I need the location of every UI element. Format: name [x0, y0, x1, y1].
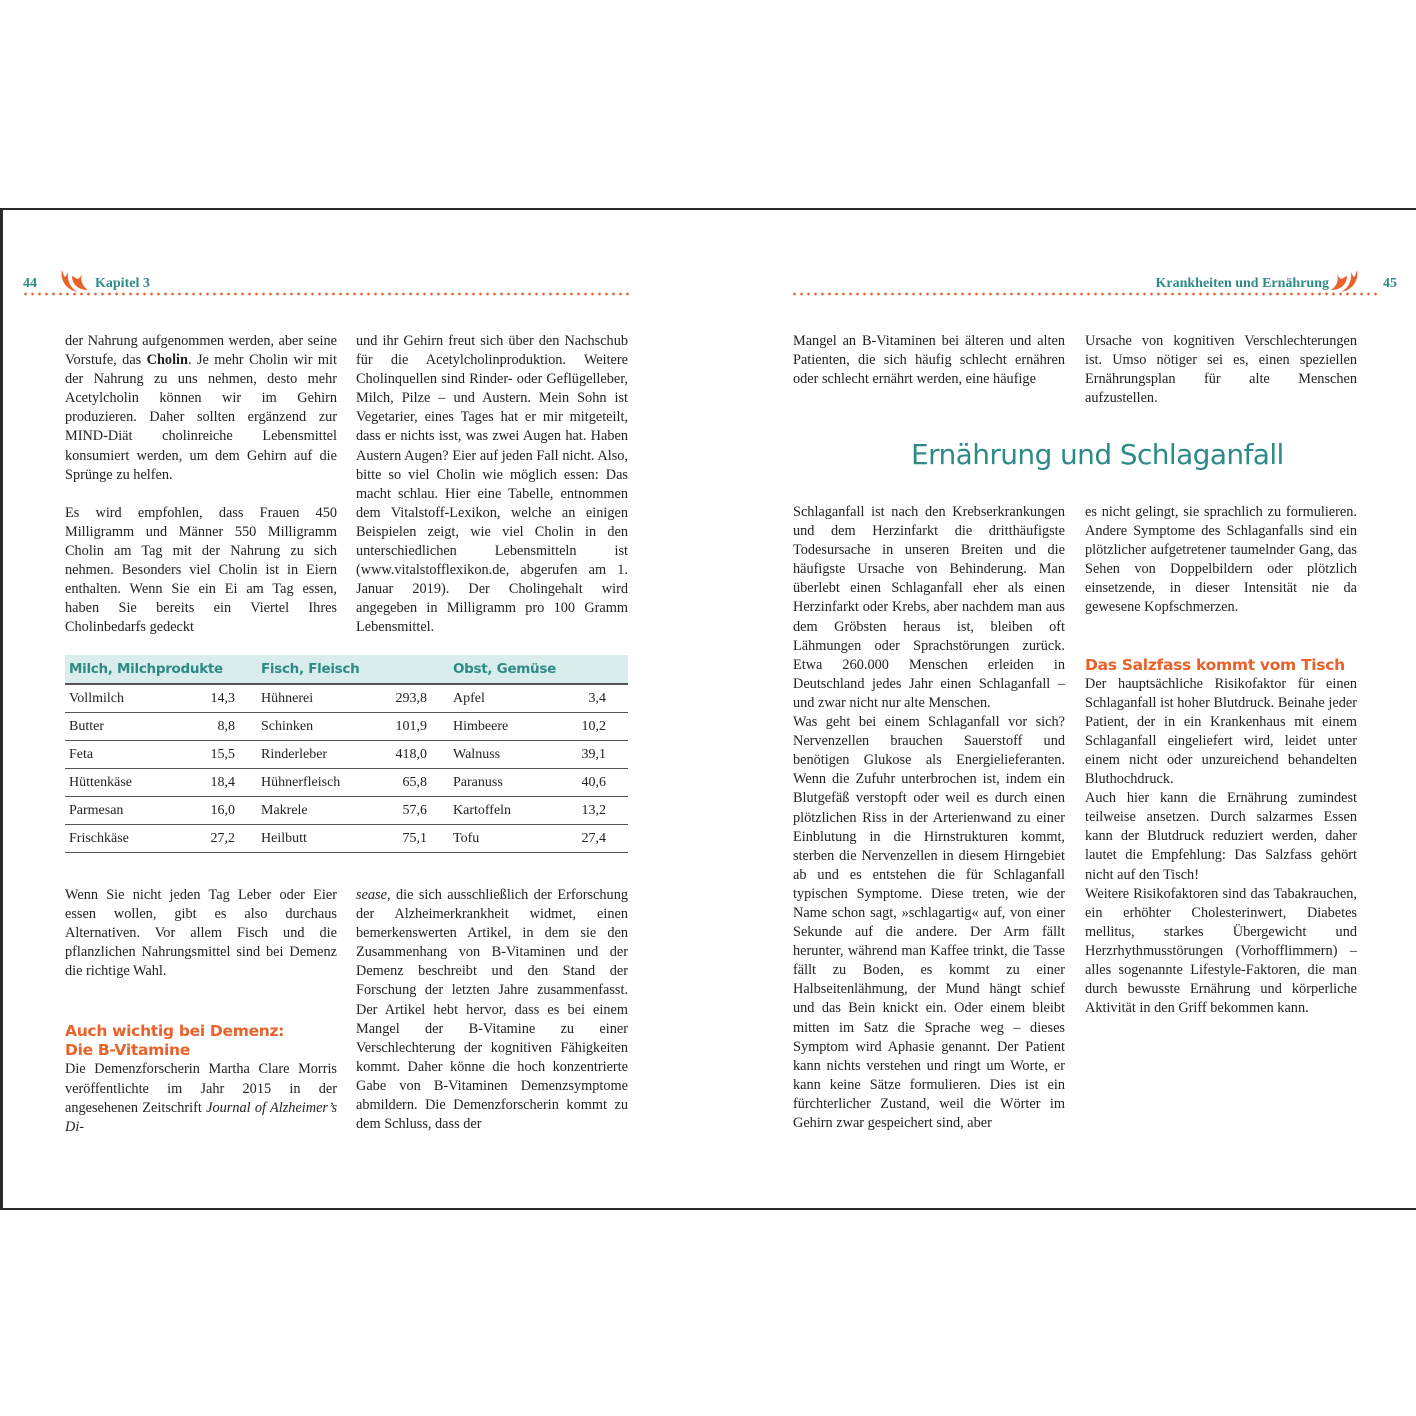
right-column-2-top — [1085, 332, 1357, 408]
right-page-number: 45 — [1383, 276, 1397, 291]
table-cell: Parmesan — [65, 797, 173, 825]
table-cell: 39,1 — [557, 741, 628, 769]
table-cell: 101,9 — [365, 713, 449, 741]
table-row — [65, 741, 628, 769]
table-cell: Kartoffeln — [449, 797, 557, 825]
table-cell: Paranuss — [449, 769, 557, 797]
running-title: Krankheiten und Ernährung — [1155, 276, 1329, 291]
header-dotted-rule-left — [22, 292, 629, 296]
table-header-row — [65, 655, 628, 684]
subheading-line: Die B-Vitamine — [65, 1041, 190, 1060]
subheading-salzfass: Das Salzfass kommt vom Tisch — [1085, 655, 1345, 674]
table-cell: 15,5 — [173, 741, 257, 769]
left-column-1 — [65, 332, 337, 637]
table-cell: Apfel — [449, 684, 557, 713]
table-cell: 65,8 — [365, 769, 449, 797]
chapter-label: Kapitel 3 — [95, 276, 150, 291]
table-cell: 27,4 — [557, 825, 628, 853]
table-cell: 418,0 — [365, 741, 449, 769]
paragraph: Es wird empfohlen, dass Frauen 450 Milligramm und Männer 550 Milligramm Cholin am Tag mit der Nahrung zu sich nehmen. Besonders viel Cholin ist in Eiern enthalten. Wenn Sie ein Ei am Tag essen, haben Sie bereits ein Viertel Ihres Cholinbedarfs gedeckt — [65, 504, 337, 636]
paragraph: Schlaganfall ist nach den Krebserkrankungen und dem Herzinfarkt die dritthäufigste Todesursache in unseren Breiten und die häufigste Ursache von Behinderung. Man überlebt einen Schlaganfall eher als einen Herzinfarkt oder Krebs, aber nachdem man aus dem Gröbsten heraus ist, bleiben oft Lähmungen oder Sprachstörungen zurück. Etwa 260.000 Menschen erleiden in Deutschland jedes Jahr einen Schlaganfall – und zwar nicht nur alte Menschen. — [793, 504, 1065, 711]
text-run: Die Demenzforscherin Martha Clare Morris veröffentlichte im Jahr 2015 in der angesehenen Zeitschrift — [65, 1061, 337, 1116]
table-row — [65, 797, 628, 825]
table-cell: 27,2 — [173, 825, 257, 853]
text-run: , die sich ausschließlich der Erforschung der Alzheimerkrankheit widmet, einen bemerkenswerten Artikel, in dem sie den Zusammenhang von B-Vitaminen und der Demenz beschreibt und den Stand der Forschung der letzten Jahre zusammenfasst. Der Artikel hebt hervor, dass es bei einem Mangel der B-Vitamine zu einer Verschlechterung der kognitiven Fähigkeiten kommt. Daher könne die hoch konzentrierte Gabe von B-Vitaminen Demenzsymptome abmildern. Die Demenzforscherin kommt zu dem Schluss, dass der — [356, 887, 628, 1133]
table-cell: Butter — [65, 713, 173, 741]
table-cell: Rinderleber — [257, 741, 365, 769]
table-cell: 16,0 — [173, 797, 257, 825]
choline-table — [65, 655, 628, 853]
table-cell: 3,4 — [557, 684, 628, 713]
table-cell: 10,2 — [557, 713, 628, 741]
bold-term-cholin: Cholin — [146, 352, 188, 369]
right-column-2 — [1085, 503, 1357, 1018]
table-header-cell: Fisch, Fleisch — [257, 655, 449, 684]
journal-title: sease — [356, 887, 387, 903]
table-cell: Feta — [65, 741, 173, 769]
subheading-b-vitamine — [65, 1022, 337, 1060]
table-cell: Tofu — [449, 825, 557, 853]
table-cell: Hühnerei — [257, 684, 365, 713]
table-cell: 293,8 — [365, 684, 449, 713]
paragraph: Ursache von kognitiven Verschlechterungen ist. Umso nötiger sei es, einen speziellen Ernährungsplan für alte Menschen aufzustellen. — [1085, 333, 1357, 407]
flame-icon — [1327, 266, 1361, 296]
subheading-line: Auch wichtig bei Demenz: — [65, 1022, 285, 1041]
paragraph: Wenn Sie nicht jeden Tag Leber oder Eier essen wollen, gibt es also durchaus Alternativen. Vor allem Fisch und die pflanzlichen Nahrungsmittel sind bei Demenz die richtige Wahl. — [65, 887, 337, 980]
text-run: . Je mehr Cholin wir mit der Nahrung zu uns nehmen, desto mehr Acetylcholin können wir im Gehirn produzieren. Daher sollten ergänzend zur MIND-Diät cholinreiche Lebensmittel konsumiert werden, um dem Gehirn auf die Sprünge zu helfen. — [65, 352, 337, 483]
table-cell: 40,6 — [557, 769, 628, 797]
journal-title: Journal of Alzheimer’s Di- — [65, 1099, 338, 1135]
table-cell: Hühnerfleisch — [257, 769, 365, 797]
table-cell: Vollmilch — [65, 684, 173, 713]
left-column-2 — [356, 332, 628, 638]
right-column-1-top — [793, 332, 1065, 389]
table-cell: Frischkäse — [65, 825, 173, 853]
table-row — [65, 825, 628, 853]
text-run: der Nahrung aufgenommen werden, aber seine Vorstufe, das — [65, 333, 337, 369]
table-row — [65, 769, 628, 797]
section-title: Ernährung und Schlaganfall — [911, 438, 1284, 471]
table-cell: Makrele — [257, 797, 365, 825]
paragraph: Was geht bei einem Schlaganfall vor sich? Nervenzellen brauchen Sauerstoff und benötigen Glukose als Energielieferanten. Wenn die Zufuhr unterbrochen ist, indem ein Blutgefäß verstopft oder weil es durch einen plötzlichen Riss in der Arterienwand zu einer Einblutung in die Hirnstrukturen kommt, sterben die Nervenzellen in diesem Hirngebiet ab und es entstehen die für Schlaganfall typischen Symptome. Diese treten, wie der Name schon sagt, »schlagartig« auf, von einer Sekunde auf die andere. Der Arm fällt herunter, während man Kaffee trinkt, die Tasse fällt zu Boden, es kommt zu einer Halbseitenlähmung, der Mund hängt schief und das Bein knickt ein. Oder einem bleibt mitten im Satz die Sprache weg – dieses Symptom wird Aphasie genannt. Der Patient kann nichts verstehen und ringt um Worte, er kann keine Sätze formulieren. Dies ist ein fürchterlicher Zustand, weil die Wörter im Gehirn zwar gespeichert sind, aber — [793, 714, 1065, 1131]
table-cell: 57,6 — [365, 797, 449, 825]
table-row — [65, 684, 628, 713]
paragraph: Mangel an B-Vitaminen bei älteren und alten Patienten, die sich häufig schlecht ernähren oder schlecht ernährt werden, eine häufige — [793, 333, 1065, 388]
paragraph: und ihr Gehirn freut sich über den Nachschub für die Acetylcholinproduktion. Weitere Cholinquellen sind Rinder- oder Geflügelleber, Milch, Pilze – und Austern. Mein Sohn ist Vegetarier, eines Tages hat er mir mitgeteilt, dass er nichts isst, was zwei Augen hat. Haben Austern Augen? Eier auf jeden Fall nicht. Also, bitte so viel Cholin wie möglich essen: Das macht schlau. Hier eine Tabelle, entnommen dem Vitalstoff-Lexikon, welche an einigen Beispielen zeigt, wie viel Cholin in den unterschiedlichen Lebensmitteln ist (www.vitalstofflexikon.de, abgerufen am 1. Januar 2019). Der Cholingehalt wird angegeben in Milligramm pro 100 Gramm Lebensmittel. — [356, 333, 628, 636]
table-cell: 8,8 — [173, 713, 257, 741]
table-cell: 14,3 — [173, 684, 257, 713]
table-cell: Schinken — [257, 713, 365, 741]
table-row — [65, 713, 628, 741]
paragraph: Auch hier kann die Ernährung zumindest teilweise ansetzen. Durch salzarmes Essen kann der Blutdruck reduziert werden, daher lautet die Empfehlung: Das Salzfass gehört nicht auf den Tisch! — [1085, 790, 1357, 883]
table-cell: Himbeere — [449, 713, 557, 741]
left-page-number: 44 — [23, 276, 37, 291]
paragraph: es nicht gelingt, sie sprachlich zu formulieren. Andere Symptome des Schlaganfalls sind ein plötzlicher aufgetretener taumelnder Gang, das Sehen von Doppelbildern oder plötzlich einsetzende, in dieser Intensität nie da gewesene Kopfschmerzen. — [1085, 504, 1357, 616]
paragraph: Weitere Risikofaktoren sind das Tabakrauchen, ein erhöhter Cholesterinwert, Diabetes mellitus, starkes Übergewicht und Herzrhythmusstörungen (Vorhofflimmern) – alles sogenannte Lifestyle-Faktoren, die man durch bewusste Ernährung und körperliche Aktivität in den Griff bekommen kann. — [1085, 885, 1357, 1017]
table-cell: 18,4 — [173, 769, 257, 797]
table-cell: Walnuss — [449, 741, 557, 769]
table-cell: Hüttenkäse — [65, 769, 173, 797]
table-header-cell: Milch, Milchprodukte — [65, 655, 257, 684]
table-cell: 13,2 — [557, 797, 628, 825]
right-column-1 — [793, 503, 1065, 1133]
paragraph — [356, 886, 628, 1134]
header-dotted-rule-right — [791, 292, 1379, 296]
table-cell: Heilbutt — [257, 825, 365, 853]
left-column-2-lower — [356, 886, 628, 1134]
paragraph — [65, 332, 337, 485]
table-cell: 75,1 — [365, 825, 449, 853]
paragraph — [65, 1060, 337, 1136]
book-spread — [0, 208, 1416, 1210]
paragraph: Der hauptsächliche Risikofaktor für einen Schlaganfall ist hoher Blutdruck. Beinahe jeder Patient, der in ein Krankenhaus mit einem Schlaganfall eingeliefert wird, leidet unter einem nicht oder unzureichend behandelten Bluthochdruck. — [1085, 675, 1357, 788]
left-column-1-lower — [65, 886, 337, 1137]
table-header-cell: Obst, Gemüse — [449, 655, 628, 684]
